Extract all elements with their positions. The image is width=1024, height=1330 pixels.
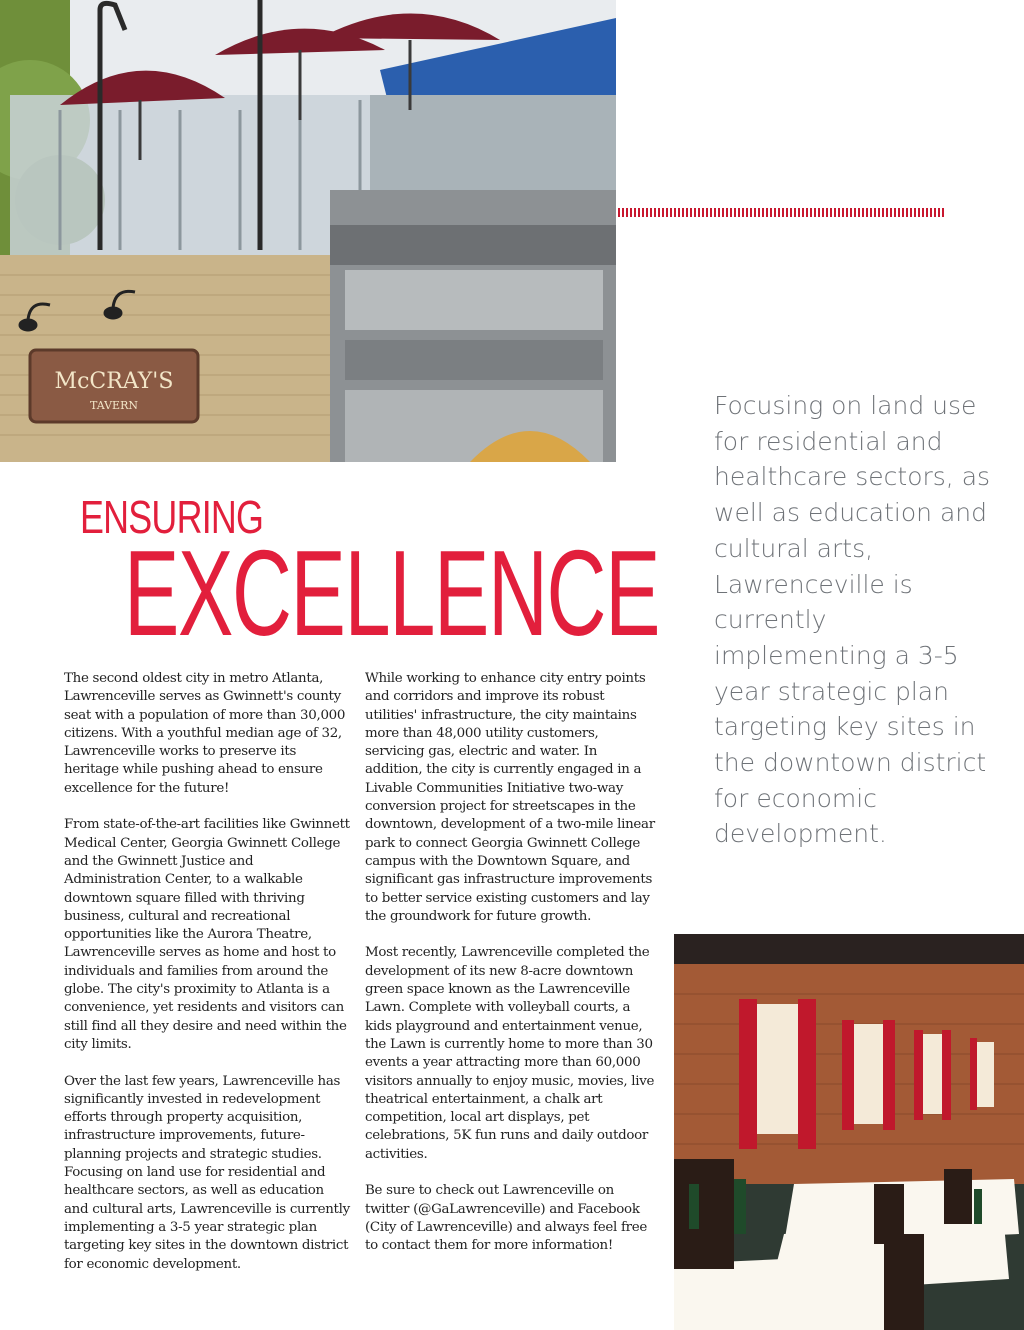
- headline-ensuring: ENSURING: [80, 491, 264, 543]
- tavern-photo-illustration: [0, 0, 616, 462]
- paragraph: Be sure to check out Lawrenceville on twitter (@GaLawrenceville) and Facebook (City of Lawrenceville) and always feel free to contact them for more information!: [365, 1183, 647, 1254]
- restaurant-interior-photo: [674, 934, 1024, 1330]
- headline-excellence: EXCELLENCE: [124, 525, 660, 661]
- paragraph: While working to enhance city entry points and corridors and improve its robust utilities' infrastructure, the city maintains more than 48,000 utility customers, servicing gas, electric and water. In addition, the city is currently engaged in a Livable Communities Initiative two-way conversion project for streetscapes in the downtown, development of a two-mile linear park to connect Georgia Gwinnett College campus with the Downtown Square, and significant gas infrastructure improvements to better service existing customers and lay the groundwork for future growth.: [365, 671, 655, 924]
- paragraph: Over the last few years, Lawrenceville has significantly invested in redevelopment efforts through property acquisition, infrastructure improvements, future-planning projects and strategic studies. Focusing on land use for residential and healthcare sectors, as well as education and cultural arts, Lawrenceville is currently implementing a 3-5 year strategic plan targeting key sites in the downtown district for economic development.: [64, 1073, 350, 1272]
- decorative-dashed-rule: [618, 208, 944, 217]
- paragraph: Most recently, Lawrenceville completed the development of its new 8-acre downtown green space known as the Lawrenceville Lawn. Complete with volleyball courts, a kids playground and entertainment venue, the Lawn is currently home to more than 30 events a year attracting more than 60,000 visitors annually to enjoy music, movies, live theatrical entertainment, a chalk art competition, local art displays, pet celebrations, 5K fun runs and daily outdoor activities.: [365, 945, 655, 1162]
- tavern-rooftop-photo: [0, 0, 616, 462]
- body-column-right: [365, 670, 657, 1274]
- tavern-sign-name: McCRAY'S: [54, 369, 174, 394]
- paragraph: The second oldest city in metro Atlanta, Lawrenceville serves as Gwinnett's county seat with a population of more than 30,000 citizens. With a youthful median age of 32, Lawrenceville works to preserve its heritage while pushing ahead to ensure excellence for the future!: [64, 671, 346, 796]
- tavern-sign-subtitle: TAVERN: [89, 399, 139, 412]
- paragraph: From state-of-the-art facilities like Gwinnett Medical Center, Georgia Gwinnett College and the Gwinnett Justice and Administration Center, to a walkable downtown square filled with thriving business, cultural and recreational opportunities like the Aurora Theatre, Lawrenceville serves as home and host to individuals and families from around the globe. The city's proximity to Atlanta is a convenience, yet residents and visitors can still find all they desire and need within the city limits.: [64, 817, 350, 1052]
- restaurant-photo-illustration: [674, 934, 1024, 1330]
- pull-quote: Focusing on land use for residential and healthcare sectors, as well as education and cultural arts, Lawrenceville is currently implementing a 3-5 year strategic plan targeting key sites in the downtown district for economic development.: [714, 391, 991, 849]
- body-column-left: [64, 670, 350, 1292]
